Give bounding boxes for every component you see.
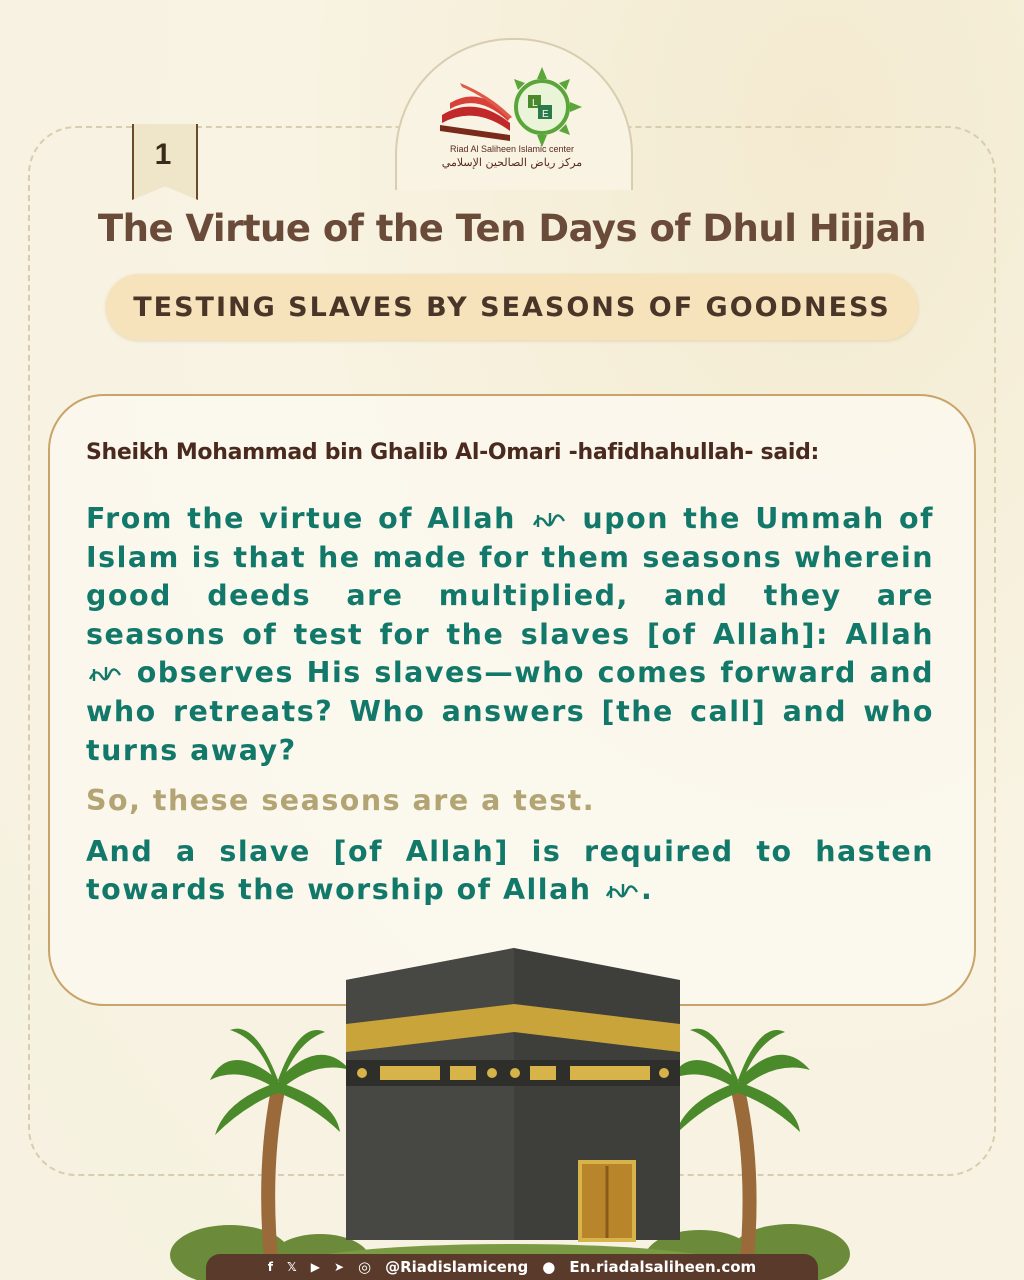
kaaba-illustration	[0, 940, 1024, 1280]
subtitle-banner: TESTING SLAVES BY SEASONS OF GOODNESS	[106, 274, 918, 340]
quote-text-part: upon the Ummah of Islam is that he made for them seasons wherein good deeds are multiplied, and they are seasons of test for the slaves [of Allah]:	[86, 502, 934, 651]
page-title: The Virtue of the Ten Days of Dhul Hijjah	[97, 207, 927, 250]
svg-text:L: L	[532, 98, 538, 109]
footer-bar	[206, 1254, 818, 1280]
telegram-icon[interactable]: ➤	[333, 1260, 344, 1274]
jalla-jalaluhu-icon	[603, 878, 641, 904]
quote-text-part: And a slave [of Allah] is required to hasten towards the worship of Allah	[86, 834, 934, 907]
globe-icon: ●	[542, 1258, 556, 1276]
logo-name: Riad Al Saliheen Islamic center	[449, 144, 575, 154]
quote-text-part: Allah	[845, 617, 934, 651]
quote-text-part: observes His slaves—who comes forward and who retreats? Who answers [the call] and who turns away?	[86, 656, 934, 767]
quote-text-part: .	[641, 873, 654, 907]
quote-paragraph-1	[86, 500, 934, 770]
quote-paragraph-3	[86, 833, 934, 910]
svg-text:E: E	[542, 109, 549, 120]
quote-paragraph-2: So, these seasons are a test.	[86, 784, 596, 818]
quote-text	[86, 500, 934, 910]
website-link[interactable]: En.riadalsaliheen.com	[569, 1258, 757, 1276]
x-icon[interactable]: 𝕏	[287, 1260, 297, 1274]
kaaba-icon	[346, 948, 680, 1240]
logo-arabic-name: مركز رياض الصالحين الإسلامي	[441, 156, 583, 169]
quote-text-part: From the virtue of Allah	[86, 502, 516, 535]
jalla-jalaluhu-icon	[86, 661, 124, 687]
quote-speaker: Sheikh Mohammad bin Ghalib Al-Omari -hafidhahullah- said:	[86, 440, 820, 465]
youtube-icon[interactable]: ▶	[310, 1260, 320, 1274]
badge-number: 1	[154, 138, 172, 171]
instagram-icon[interactable]: ◎	[358, 1258, 372, 1276]
social-handle[interactable]: @Riadislamiceng	[385, 1258, 529, 1276]
facebook-icon[interactable]: f	[267, 1260, 274, 1274]
jalla-jalaluhu-icon	[530, 507, 568, 533]
